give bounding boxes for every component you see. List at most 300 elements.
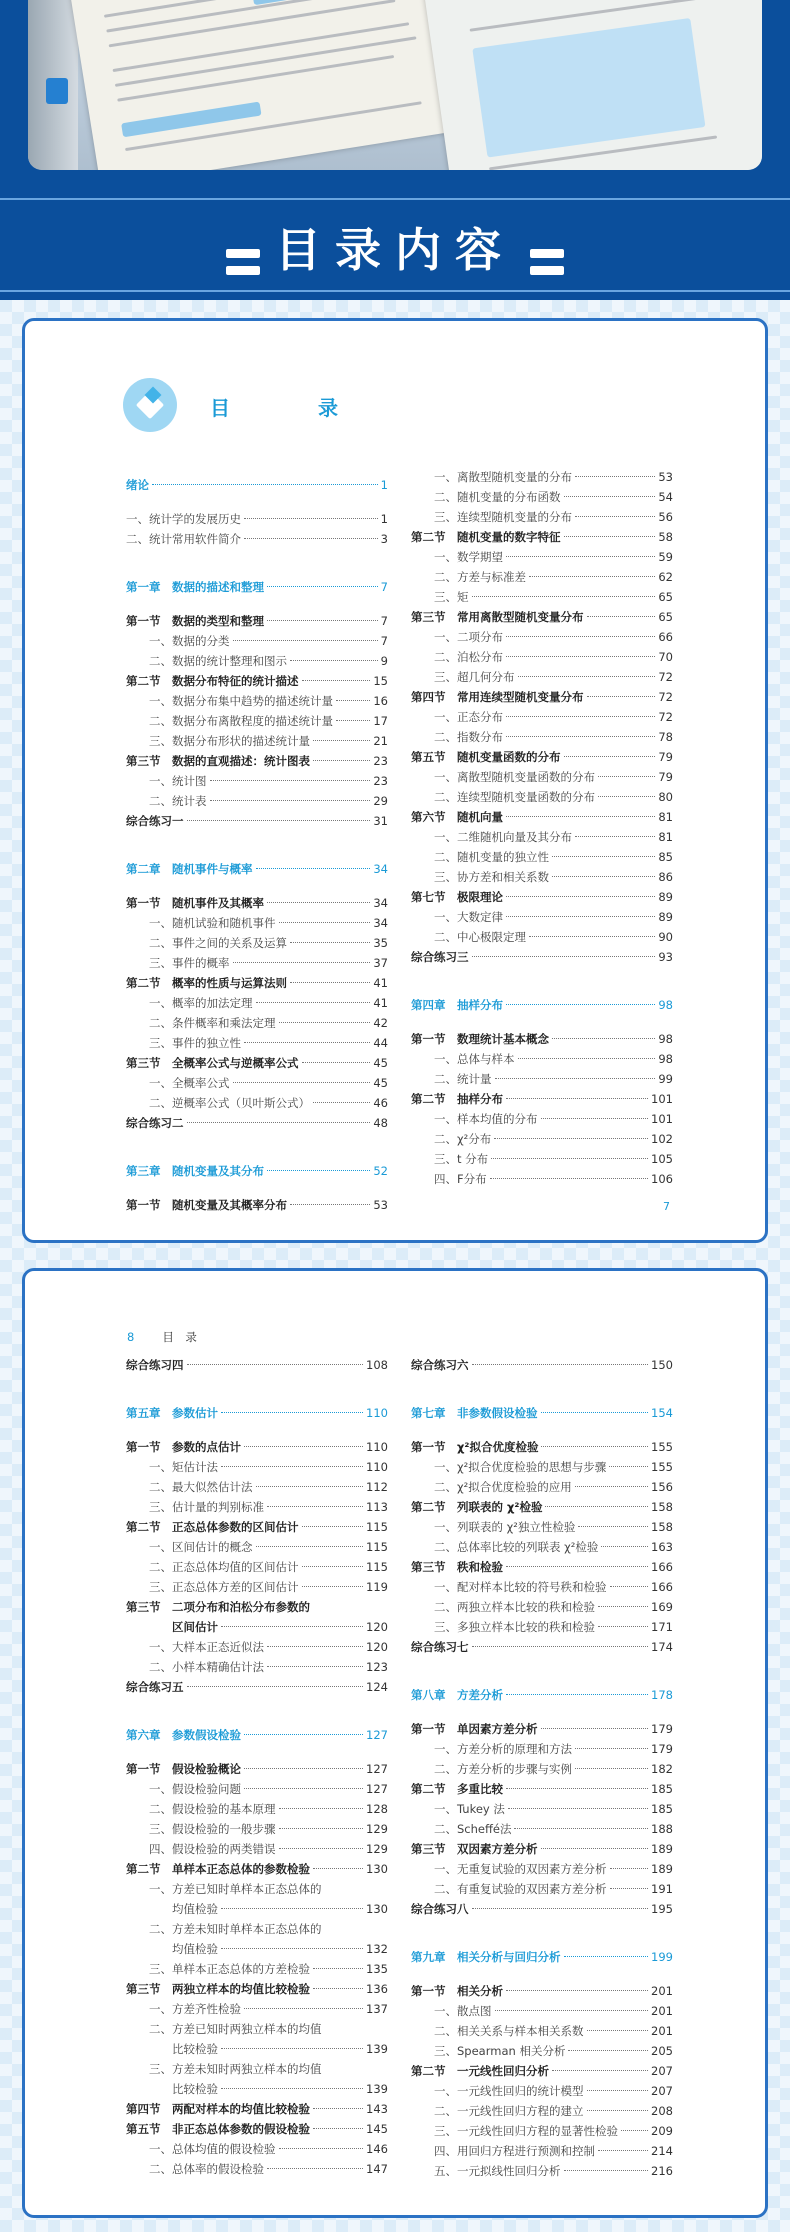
toc-page-number: 139 (366, 2042, 388, 2056)
toc-entry-label: 一、离散型随机变量的分布 (411, 470, 572, 484)
toc-item-entry (411, 547, 673, 567)
toc-item-entry (411, 1597, 673, 1617)
toc-entry-label: 第三节 数据的直观描述：统计图表 (126, 754, 310, 768)
toc-entry-label: 第四节 两配对样本的均值比较检验 (126, 2102, 310, 2116)
toc-item-entry (411, 627, 673, 647)
toc-item-entry (126, 1637, 388, 1657)
toc-dot-leader (552, 867, 655, 877)
toc-page-number: 137 (366, 2002, 388, 2016)
toc-entry-label: 第七节 极限理论 (411, 890, 503, 904)
toc-dot-leader (267, 1161, 370, 1171)
toc-entry-label: 第五节 非正态总体参数的假设检验 (126, 2122, 310, 2136)
toc-entry-label: 一、配对样本比较的符号秩和检验 (411, 1580, 607, 1594)
toc-dot-leader (587, 2101, 649, 2111)
toc-page-number: 110 (366, 1440, 388, 1454)
toc-entry-label: 二、数据分布离散程度的描述统计量 (126, 714, 333, 728)
toc-chapter-entry (126, 1725, 388, 1745)
toc-entry-label: 综合练习一 (126, 814, 184, 828)
toc-dot-leader (267, 611, 378, 621)
toc-item-entry (126, 1939, 388, 1959)
book-left-page-image (68, 0, 476, 170)
toc-page-number: 189 (651, 1842, 673, 1856)
toc-dot-leader (267, 577, 378, 587)
toc-dot-leader (598, 787, 655, 797)
toc-entry-label: 综合练习七 (411, 1640, 469, 1654)
toc-entry-label: 二、相关关系与样本相关系数 (411, 2024, 584, 2038)
toc-item-entry (126, 933, 388, 953)
toc-entry-label: 二、统计量 (411, 1072, 492, 1086)
toc-item-entry (126, 1013, 388, 1033)
toc-entry-label: 一、散点图 (411, 2004, 492, 2018)
toc-entry-label: 二、方差已知时两独立样本的均值 (126, 2022, 322, 2036)
toc-page-number: 59 (658, 550, 673, 564)
toc-entry-label: 第二节 单样本正态总体的参数检验 (126, 1862, 310, 1876)
toc-spacer (126, 1181, 388, 1195)
toc-dot-leader (244, 529, 378, 539)
toc-dot-leader (256, 1477, 364, 1487)
toc-item-entry (411, 667, 673, 687)
toc-dot-leader (506, 807, 655, 817)
toc-item-entry (411, 787, 673, 807)
toc-page-number: 99 (658, 1072, 673, 1086)
toc-entry-label: 第二节 多重比较 (411, 1782, 503, 1796)
toc-item-entry (126, 509, 388, 529)
toc-page-number: 79 (658, 750, 673, 764)
toc-page-number: 81 (658, 830, 673, 844)
book-photo (28, 0, 762, 170)
toc-entry-label: 二、总体率比较的列联表 χ²检验 (411, 1540, 599, 1554)
toc-entry-label: 三、多独立样本比较的秩和检验 (411, 1620, 595, 1634)
toc-dot-leader (508, 1799, 648, 1809)
toc-entry-label: 第三节 全概率公式与逆概率公式 (126, 1056, 299, 1070)
toc-dot-leader (472, 1355, 649, 1365)
toc-dot-leader (290, 973, 370, 983)
toc-page-number: 178 (651, 1688, 673, 1702)
toc-dot-leader (267, 1497, 363, 1507)
toc-spacer (411, 967, 673, 981)
toc-entry-label: 二、正态总体均值的区间估计 (126, 1560, 299, 1574)
toc-section-entry (126, 973, 388, 993)
toc-page-number: 45 (373, 1076, 388, 1090)
toc-dot-leader (302, 1577, 364, 1587)
toc-section-entry (411, 1637, 673, 1657)
toc-page-number: 130 (366, 1902, 388, 1916)
toc-page-number: 154 (651, 1406, 673, 1420)
toc-item-entry (126, 1073, 388, 1093)
toc-entry-label: 二、条件概率和乘法定理 (126, 1016, 276, 1030)
toc-entry-label: 三、事件的概率 (126, 956, 230, 970)
toc-page-number: 80 (658, 790, 673, 804)
toc-entry-label: 三、一元线性回归方程的显著性检验 (411, 2124, 618, 2138)
toc-entry-label: 一、矩估计法 (126, 1460, 218, 1474)
toc-entry-label: 三、超几何分布 (411, 670, 515, 684)
toc-entry-label: 二、数据的统计整理和图示 (126, 654, 287, 668)
toc-item-entry (411, 847, 673, 867)
toc-item-entry (126, 913, 388, 933)
toc-entry-label: 综合练习三 (411, 950, 469, 964)
toc-section-entry (126, 1597, 388, 1617)
toc-dot-leader (256, 1537, 364, 1547)
toc-section-entry (126, 1113, 388, 1133)
toc-item-entry (411, 1537, 673, 1557)
toc-item-entry (411, 1109, 673, 1129)
toc-spacer (411, 1657, 673, 1671)
toc-page-number: 102 (651, 1132, 673, 1146)
toc-entry-label: 第二节 随机变量的数字特征 (411, 530, 561, 544)
toc-section-entry (126, 671, 388, 691)
book-tab-image (46, 78, 68, 104)
running-head (127, 1329, 197, 1345)
toc-page-number: 135 (366, 1962, 388, 1976)
toc-dot-leader (313, 731, 370, 741)
toc-chapter-entry (126, 1161, 388, 1181)
toc-section-entry (411, 1557, 673, 1577)
toc-item-entry (126, 1999, 388, 2019)
toc-dot-leader (587, 2021, 649, 2031)
toc-section-entry (126, 1677, 388, 1697)
toc-entry-label: 第五章 参数估计 (126, 1406, 218, 1420)
toc-dot-leader (575, 467, 655, 477)
toc-dot-leader (495, 2001, 649, 2011)
toc-item-entry (126, 1497, 388, 1517)
toc-dot-leader (152, 475, 378, 485)
toc-page-number: 29 (373, 794, 388, 808)
toc-item-entry (411, 2081, 673, 2101)
toc-spacer (126, 563, 388, 577)
toc-item-entry (126, 529, 388, 549)
toc-page-number: 124 (366, 1680, 388, 1694)
toc-entry-label: 三、Spearman 相关分析 (411, 2044, 566, 2058)
toc-entry-label: 二、统计表 (126, 794, 207, 808)
toc-entry-label: 二、事件之间的关系及运算 (126, 936, 287, 950)
toc-entry-label: 五、一元拟线性回归分析 (411, 2164, 561, 2178)
toc-entry-label: 第六节 随机向量 (411, 810, 503, 824)
toc-page-number: 146 (366, 2142, 388, 2156)
toc-entry-label: 三、连续型随机变量的分布 (411, 510, 572, 524)
toc-page-number: 166 (651, 1580, 673, 1594)
toc-entry-label: 一、数据的分类 (126, 634, 230, 648)
toc-chapter-entry (126, 475, 388, 495)
toc-dot-leader (279, 1799, 364, 1809)
toc-dot-leader (541, 1437, 648, 1447)
toc-entry-label: 一、χ²拟合优度检验的思想与步骤 (411, 1460, 607, 1474)
toc-page-number: 139 (366, 2082, 388, 2096)
toc-item-entry (126, 1033, 388, 1053)
toc-page-number: 7 (380, 614, 388, 628)
toc-page-number: 106 (651, 1172, 673, 1186)
toc-section-entry (126, 1979, 388, 1999)
toc-dot-leader (233, 631, 378, 641)
toc-dot-leader (575, 1739, 648, 1749)
toc-page-number: 155 (651, 1460, 673, 1474)
toc-item-entry (411, 587, 673, 607)
toc-entry-label: 一、总体与样本 (411, 1052, 515, 1066)
toc-dot-leader (221, 1457, 363, 1467)
toc-page-number: 179 (651, 1742, 673, 1756)
toc-dot-leader (494, 1129, 648, 1139)
toc-page-number: 119 (366, 1580, 388, 1594)
toc-dot-leader (529, 927, 655, 937)
toc-dot-leader (256, 993, 371, 1003)
toc-entry-label: 三、事件的独立性 (126, 1036, 241, 1050)
toc-item-entry (126, 1477, 388, 1497)
toc-item-entry (411, 567, 673, 587)
toc-entry-label: 二、一元线性回归方程的建立 (411, 2104, 584, 2118)
toc-page-number: 132 (366, 1942, 388, 1956)
toc-item-entry (411, 1049, 673, 1069)
toc-dot-leader (279, 1819, 364, 1829)
toc-page-number: 52 (373, 1164, 388, 1178)
toc-section-entry (411, 687, 673, 707)
toc-entry-label: 四、F分布 (411, 1172, 487, 1186)
toc-page-number: 9 (380, 654, 388, 668)
toc-dot-leader (506, 1089, 648, 1099)
toc-page-number: 201 (651, 2004, 673, 2018)
toc-dot-leader (279, 2139, 364, 2149)
toc-entry-label: 一、大样本正态近似法 (126, 1640, 264, 1654)
toc-page-number: 156 (651, 1480, 673, 1494)
toc-entry-label: 一、样本均值的分布 (411, 1112, 538, 1126)
toc-item-entry (411, 487, 673, 507)
toc-entry-label: 比较检验 (126, 2042, 218, 2056)
toc-dot-leader (506, 887, 655, 897)
toc-entry-label: 二、有重复试验的双因素方差分析 (411, 1882, 607, 1896)
toc-chapter-entry (411, 1685, 673, 1705)
toc-section-entry (411, 1899, 673, 1919)
toc-entry-label: 一、无重复试验的双因素方差分析 (411, 1862, 607, 1876)
toc-dot-leader (313, 1093, 370, 1103)
toc-section-entry (411, 527, 673, 547)
toc-page-number: 129 (366, 1842, 388, 1856)
toc-item-entry (411, 1149, 673, 1169)
toc-page-number: 207 (651, 2064, 673, 2078)
toc-chapter-entry (126, 1403, 388, 1423)
toc-item-entry (126, 1819, 388, 1839)
toc-entry-label: 第三节 双因素方差分析 (411, 1842, 538, 1856)
page-number: 8 (127, 1330, 135, 1344)
toc-item-entry (411, 827, 673, 847)
toc-dot-leader (541, 1839, 649, 1849)
toc-dot-leader (564, 2161, 649, 2171)
toc-page-number: 16 (373, 694, 388, 708)
toc-section-entry (411, 1981, 673, 2001)
toc-dot-leader (610, 1577, 649, 1587)
toc-page-number: 128 (366, 1802, 388, 1816)
toc-entry-label: 第一节 数据的类型和整理 (126, 614, 264, 628)
toc-entry-label: 二、连续型随机变量函数的分布 (411, 790, 595, 804)
toc-page-number: 90 (658, 930, 673, 944)
toc-page-number: 150 (651, 1358, 673, 1372)
toc-item-entry (411, 1819, 673, 1839)
toc-dot-leader (221, 1617, 363, 1627)
toc-dot-leader (598, 767, 655, 777)
toc-dot-leader (598, 1617, 648, 1627)
toc-entry-label: 一、概率的加法定理 (126, 996, 253, 1010)
toc-item-entry (411, 1069, 673, 1089)
toc-entry-label: 二、小样本精确估计法 (126, 1660, 264, 1674)
toc-chapter-entry (126, 577, 388, 597)
toc-dot-leader (279, 1839, 364, 1849)
toc-entry-label: 二、中心极限定理 (411, 930, 526, 944)
toc-section-entry (411, 1355, 673, 1375)
toc-entry-label: 三、矩 (411, 590, 469, 604)
toc-page-number: 145 (366, 2122, 388, 2136)
toc-page-number: 34 (373, 862, 388, 876)
toc-page-number: 17 (373, 714, 388, 728)
toc-page-number: 123 (366, 1660, 388, 1674)
toc-dot-leader (506, 907, 655, 917)
toc-dot-leader (221, 1899, 363, 1909)
toc-entry-label: 二、χ²拟合优度检验的应用 (411, 1480, 572, 1494)
toc-section-entry (126, 1859, 388, 1879)
toc-spacer (411, 1423, 673, 1437)
toc-page-number: 41 (373, 976, 388, 990)
toc-spacer (126, 1133, 388, 1147)
toc-dot-leader (518, 1049, 656, 1059)
toc-entry-label: 第三节 二项分布和泊松分布参数的 (126, 1600, 310, 1614)
toc-page-number: 113 (366, 1500, 388, 1514)
toc-item-entry (411, 2021, 673, 2041)
toc-dot-leader (302, 1517, 364, 1527)
toc-dot-leader (233, 1073, 371, 1083)
toc-page-number: 98 (658, 998, 673, 1012)
toc-dot-leader (244, 1999, 363, 2009)
toc-dot-leader (210, 771, 371, 781)
toc-section-entry (126, 1195, 388, 1215)
toc-item-entry (411, 1739, 673, 1759)
toc-dot-leader (267, 1657, 363, 1667)
toc-entry-label: 第二节 概率的性质与运算法则 (126, 976, 287, 990)
toc-entry-label: 第一节 相关分析 (411, 1984, 503, 1998)
toc-dot-leader (587, 2081, 649, 2091)
toc-entry-label: 二、Scheffé法 (411, 1822, 512, 1836)
toc-item-entry (126, 1457, 388, 1477)
toc-item-entry (126, 1839, 388, 1859)
toc-dot-leader (506, 1779, 648, 1789)
toc-spacer (126, 1697, 388, 1711)
toc-item-entry (126, 1919, 388, 1939)
toc-entry-label: 二、统计常用软件简介 (126, 532, 241, 546)
toc-dot-leader (244, 1725, 363, 1735)
toc-entry-label: 第一章 数据的描述和整理 (126, 580, 264, 594)
toc-dot-leader (244, 1437, 363, 1447)
toc-page-number: 53 (658, 470, 673, 484)
toc-item-entry (126, 791, 388, 811)
toc-dot-leader (506, 547, 655, 557)
toc-entry-label: 一、方差已知时单样本正态总体的 (126, 1882, 322, 1896)
toc-item-entry (411, 1759, 673, 1779)
toc-entry-label: 第一节 假设检验概论 (126, 1762, 241, 1776)
toc-section-entry (411, 1437, 673, 1457)
toc-page-number: 112 (366, 1480, 388, 1494)
toc-spacer (411, 1919, 673, 1933)
toc-item-entry (411, 1129, 673, 1149)
toc-item-entry (411, 1517, 673, 1537)
toc-page-number: 208 (651, 2104, 673, 2118)
toc-page-number: 1 (380, 512, 388, 526)
toc-section-entry (411, 1497, 673, 1517)
toc-entry-label: 第一节 数理统计基本概念 (411, 1032, 549, 1046)
toc-page-number: 147 (366, 2162, 388, 2176)
toc-entry-label: 综合练习四 (126, 1358, 184, 1372)
toc-spacer (411, 1705, 673, 1719)
toc-page-number: 105 (651, 1152, 673, 1166)
toc-section-entry (126, 1617, 388, 1637)
toc-dot-leader (290, 933, 370, 943)
toc-item-entry (411, 867, 673, 887)
toc-page-number: 185 (651, 1782, 673, 1796)
toc-entry-label: 第三节 常用离散型随机变量分布 (411, 610, 584, 624)
toc-entry-label: 三、正态总体方差的区间估计 (126, 1580, 299, 1594)
toc-page-number: 34 (373, 896, 388, 910)
toc-entry-label: 一、正态分布 (411, 710, 503, 724)
toc-entry-label: 均值检验 (126, 1942, 218, 1956)
toc-page-number: 93 (658, 950, 673, 964)
toc-section-entry (411, 2061, 673, 2081)
toc-dot-leader (564, 487, 656, 497)
toc-dot-leader (244, 1759, 363, 1769)
toc-dot-leader (244, 509, 378, 519)
toc-entry-label: 三、t 分布 (411, 1152, 489, 1166)
toc-page-number: 98 (658, 1052, 673, 1066)
toc-page-number: 72 (658, 670, 673, 684)
toc-spacer (126, 879, 388, 893)
toc-entry-label: 二、最大似然估计法 (126, 1480, 253, 1494)
toc-page-number: 185 (651, 1802, 673, 1816)
toc-item-entry (126, 711, 388, 731)
toc-page-number: 7 (380, 634, 388, 648)
toc-page-number: 179 (651, 1722, 673, 1736)
toc-page-number: 7 (380, 580, 388, 594)
toc-page-number: 42 (373, 1016, 388, 1030)
toc-entry-label: 第一节 随机变量及其概率分布 (126, 1198, 287, 1212)
toc-entry-label: 二、方差未知时单样本正态总体的 (126, 1922, 322, 1936)
toc-page-number: 189 (651, 1862, 673, 1876)
toc-item-entry (126, 1537, 388, 1557)
toc-page-number: 188 (651, 1822, 673, 1836)
toc-entry-label: 综合练习二 (126, 1116, 184, 1130)
toc-item-entry (411, 1169, 673, 1189)
toc-spacer (411, 1933, 673, 1947)
toc-item-entry (411, 1477, 673, 1497)
toc-dot-leader (609, 1457, 648, 1467)
toc-dot-leader (506, 727, 655, 737)
toc-dot-leader (587, 607, 656, 617)
toc-entry-label: 一、统计学的发展历史 (126, 512, 241, 526)
toc-dot-leader (490, 1169, 648, 1179)
toc-spacer (126, 1711, 388, 1725)
toc-entry-label: 第三章 随机变量及其分布 (126, 1164, 264, 1178)
toc-section-entry (411, 747, 673, 767)
toc-dot-leader (610, 1879, 649, 1889)
toc-section-entry (126, 1355, 388, 1375)
toc-page-number: 195 (651, 1902, 673, 1916)
toc-page-number: 72 (658, 690, 673, 704)
toc-section-entry (126, 1053, 388, 1073)
toc-chapter-entry (411, 1947, 673, 1967)
toc-dot-leader (472, 947, 656, 957)
toc-page-number: 41 (373, 996, 388, 1010)
toc-item-entry (126, 691, 388, 711)
toc-entry-label: 第二节 抽样分布 (411, 1092, 503, 1106)
toc-section-entry (126, 2099, 388, 2119)
toc-dot-leader (472, 587, 656, 597)
toc-chapter-entry (126, 859, 388, 879)
toc-dot-leader (313, 751, 370, 761)
toc-item-entry (411, 2141, 673, 2161)
toc-item-entry (411, 507, 673, 527)
toc-entry-label: 三、协方差和相关系数 (411, 870, 549, 884)
